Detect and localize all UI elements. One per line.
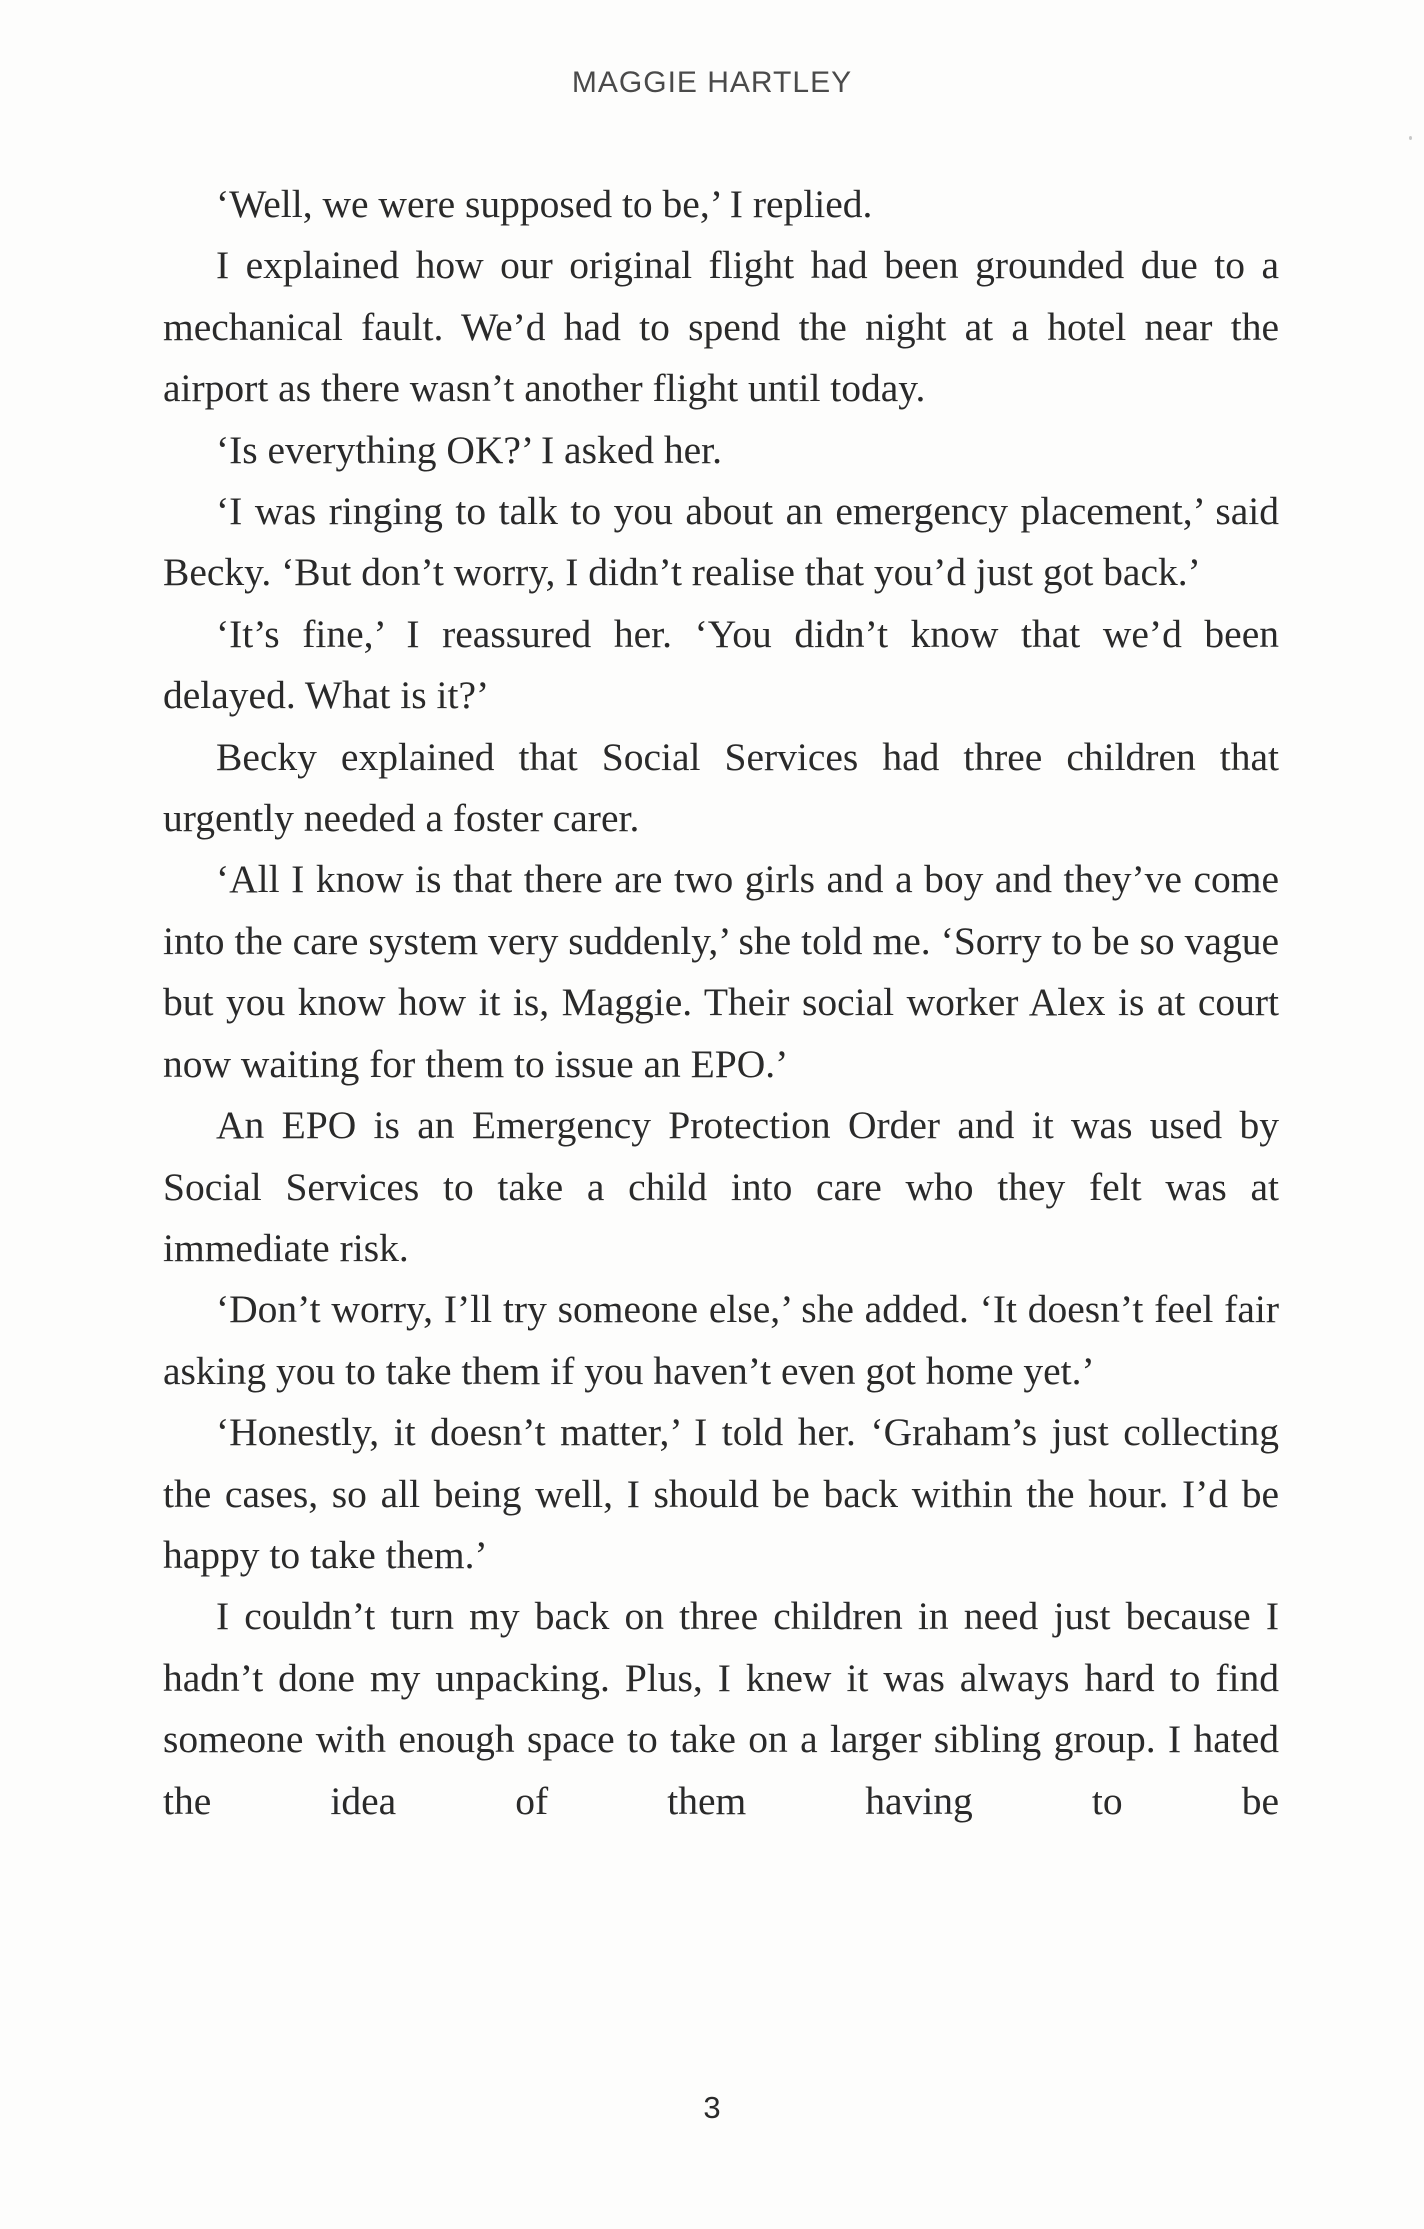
paragraph: ‘Well, we were supposed to be,’ I replied. xyxy=(216,182,873,226)
paragraph: ‘Don’t worry, I’ll try someone else,’ she added. ‘It doesn’t feel fair asking you to take them if you haven’t even got home yet.’ xyxy=(163,1287,1279,1393)
paragraph: ‘It’s fine,’ I reassured her. ‘You didn’t know that we’d been delayed. What is it?’ xyxy=(163,611,1279,718)
paragraph: I couldn’t turn my back on three children in need just because I hadn’t done my unpacking. Plus, I knew it was always hard to find someone with enough space to take on a larger sibling group. I hated the idea of them having to be xyxy=(163,1594,1279,1823)
page-number: 3 xyxy=(703,2090,721,2125)
paragraph: ‘Honestly, it doesn’t matter,’ I told her. ‘Graham’s just collecting the cases, so all being well, I should be back within the hour. I’d be happy to take them.’ xyxy=(163,1410,1279,1577)
paragraph: I explained how our original flight had been grounded due to a mechanical fault. We’d had to spend the night at a hotel near the airport as there wasn’t another flight until today. xyxy=(163,243,1279,411)
paragraph: Becky explained that Social Services had three children that urgently needed a foster carer. xyxy=(163,734,1279,841)
paragraph: ‘Is everything OK?’ I asked her. xyxy=(216,427,722,472)
running-head: MAGGIE HARTLEY xyxy=(571,66,853,99)
paragraph: ‘I was ringing to talk to you about an emergency placement,’ said Becky. ‘But don’t worry, I didn’t realise that you’d just got back.’ xyxy=(163,489,1279,595)
paragraph: An EPO is an Emergency Protection Order and it was used by Social Services to take a child into care who they felt was at immediate risk. xyxy=(163,1103,1279,1270)
paper-speck xyxy=(1409,136,1412,140)
body-text xyxy=(163,174,1279,1832)
paragraph: ‘All I know is that there are two girls and a boy and they’ve come into the care system very suddenly,’ she told me. ‘Sorry to be so vague but you know how it is, Maggie. Their social worker Alex is at court now waiting for them to issue an EPO.’ xyxy=(163,857,1279,1086)
